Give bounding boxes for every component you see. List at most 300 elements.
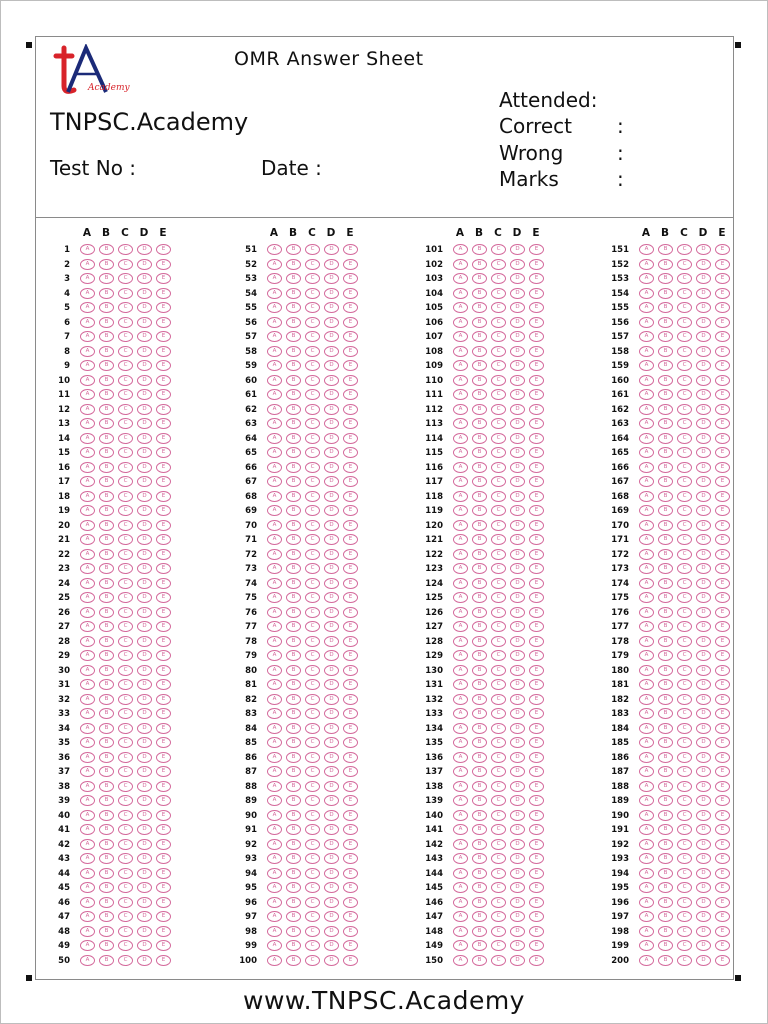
answer-bubble[interactable]: B — [286, 389, 301, 400]
answer-bubble[interactable]: D — [510, 723, 525, 734]
answer-bubble[interactable]: C — [305, 360, 320, 371]
answer-bubble[interactable]: E — [156, 360, 171, 371]
answer-bubble[interactable]: D — [324, 781, 339, 792]
answer-bubble[interactable]: E — [156, 273, 171, 284]
answer-bubble[interactable]: A — [267, 578, 282, 589]
answer-bubble[interactable]: A — [639, 534, 654, 545]
answer-bubble[interactable]: C — [118, 708, 133, 719]
answer-bubble[interactable]: A — [453, 520, 468, 531]
answer-bubble[interactable]: D — [324, 911, 339, 922]
answer-bubble[interactable]: E — [343, 389, 358, 400]
answer-bubble[interactable]: D — [696, 418, 711, 429]
answer-bubble[interactable]: B — [286, 476, 301, 487]
answer-bubble[interactable]: E — [715, 882, 730, 893]
answer-bubble[interactable]: E — [343, 491, 358, 502]
answer-bubble[interactable]: A — [80, 665, 95, 676]
answer-bubble[interactable]: E — [529, 418, 544, 429]
answer-bubble[interactable]: B — [472, 810, 487, 821]
answer-bubble[interactable]: C — [491, 911, 506, 922]
answer-bubble[interactable]: E — [529, 592, 544, 603]
answer-bubble[interactable]: D — [510, 491, 525, 502]
answer-bubble[interactable]: B — [658, 476, 673, 487]
answer-bubble[interactable]: C — [677, 491, 692, 502]
answer-bubble[interactable]: E — [156, 926, 171, 937]
answer-bubble[interactable]: E — [529, 491, 544, 502]
answer-bubble[interactable]: C — [677, 621, 692, 632]
answer-bubble[interactable]: E — [715, 853, 730, 864]
answer-bubble[interactable]: D — [696, 665, 711, 676]
answer-bubble[interactable]: E — [715, 766, 730, 777]
answer-bubble[interactable]: A — [639, 476, 654, 487]
answer-bubble[interactable]: C — [491, 447, 506, 458]
answer-bubble[interactable]: C — [305, 331, 320, 342]
answer-bubble[interactable]: D — [324, 752, 339, 763]
answer-bubble[interactable]: B — [472, 331, 487, 342]
answer-bubble[interactable]: A — [267, 288, 282, 299]
answer-bubble[interactable]: A — [267, 795, 282, 806]
answer-bubble[interactable]: C — [118, 810, 133, 821]
answer-bubble[interactable]: C — [677, 389, 692, 400]
answer-bubble[interactable]: C — [491, 650, 506, 661]
answer-bubble[interactable]: E — [715, 607, 730, 618]
answer-bubble[interactable]: C — [118, 766, 133, 777]
answer-bubble[interactable]: E — [343, 708, 358, 719]
answer-bubble[interactable]: A — [80, 346, 95, 357]
answer-bubble[interactable]: A — [453, 621, 468, 632]
answer-bubble[interactable]: C — [677, 810, 692, 821]
answer-bubble[interactable]: A — [453, 926, 468, 937]
answer-bubble[interactable]: E — [529, 273, 544, 284]
answer-bubble[interactable]: A — [80, 433, 95, 444]
answer-bubble[interactable]: D — [324, 273, 339, 284]
answer-bubble[interactable]: B — [99, 288, 114, 299]
answer-bubble[interactable]: E — [529, 795, 544, 806]
answer-bubble[interactable]: A — [639, 781, 654, 792]
answer-bubble[interactable]: B — [472, 244, 487, 255]
answer-bubble[interactable]: D — [696, 389, 711, 400]
answer-bubble[interactable]: D — [696, 447, 711, 458]
answer-bubble[interactable]: C — [491, 766, 506, 777]
answer-bubble[interactable]: C — [677, 404, 692, 415]
answer-bubble[interactable]: B — [658, 404, 673, 415]
answer-bubble[interactable]: A — [80, 650, 95, 661]
answer-bubble[interactable]: C — [118, 824, 133, 835]
answer-bubble[interactable]: D — [696, 940, 711, 951]
answer-bubble[interactable]: C — [491, 694, 506, 705]
answer-bubble[interactable]: B — [472, 360, 487, 371]
answer-bubble[interactable]: D — [696, 563, 711, 574]
answer-bubble[interactable]: A — [80, 621, 95, 632]
answer-bubble[interactable]: D — [137, 462, 152, 473]
answer-bubble[interactable]: B — [286, 520, 301, 531]
answer-bubble[interactable]: E — [343, 317, 358, 328]
answer-bubble[interactable]: A — [453, 781, 468, 792]
answer-bubble[interactable]: C — [305, 549, 320, 560]
answer-bubble[interactable]: A — [80, 737, 95, 748]
answer-bubble[interactable]: C — [677, 940, 692, 951]
answer-bubble[interactable]: D — [137, 824, 152, 835]
answer-bubble[interactable]: D — [510, 781, 525, 792]
answer-bubble[interactable]: A — [453, 592, 468, 603]
answer-bubble[interactable]: A — [453, 360, 468, 371]
answer-bubble[interactable]: E — [715, 708, 730, 719]
answer-bubble[interactable]: D — [324, 766, 339, 777]
answer-bubble[interactable]: E — [529, 650, 544, 661]
answer-bubble[interactable]: A — [267, 534, 282, 545]
answer-bubble[interactable]: C — [118, 418, 133, 429]
answer-bubble[interactable]: B — [658, 650, 673, 661]
answer-bubble[interactable]: B — [99, 505, 114, 516]
answer-bubble[interactable]: B — [472, 679, 487, 690]
answer-bubble[interactable]: C — [677, 578, 692, 589]
answer-bubble[interactable]: D — [696, 244, 711, 255]
answer-bubble[interactable]: E — [529, 578, 544, 589]
answer-bubble[interactable]: E — [715, 723, 730, 734]
answer-bubble[interactable]: D — [324, 882, 339, 893]
answer-bubble[interactable]: A — [639, 723, 654, 734]
answer-bubble[interactable]: A — [639, 752, 654, 763]
answer-bubble[interactable]: B — [472, 288, 487, 299]
answer-bubble[interactable]: B — [99, 752, 114, 763]
answer-bubble[interactable]: D — [137, 259, 152, 270]
answer-bubble[interactable]: E — [529, 926, 544, 937]
answer-bubble[interactable]: C — [305, 433, 320, 444]
answer-bubble[interactable]: D — [324, 462, 339, 473]
answer-bubble[interactable]: B — [99, 679, 114, 690]
answer-bubble[interactable]: A — [453, 273, 468, 284]
answer-bubble[interactable]: D — [510, 839, 525, 850]
answer-bubble[interactable]: C — [305, 752, 320, 763]
answer-bubble[interactable]: E — [715, 897, 730, 908]
answer-bubble[interactable]: E — [715, 331, 730, 342]
answer-bubble[interactable]: B — [658, 346, 673, 357]
answer-bubble[interactable]: D — [696, 824, 711, 835]
answer-bubble[interactable]: D — [137, 578, 152, 589]
answer-bubble[interactable]: A — [453, 868, 468, 879]
answer-bubble[interactable]: E — [343, 549, 358, 560]
answer-bubble[interactable]: E — [715, 288, 730, 299]
answer-bubble[interactable]: A — [639, 244, 654, 255]
answer-bubble[interactable]: C — [118, 781, 133, 792]
answer-bubble[interactable]: D — [137, 940, 152, 951]
answer-bubble[interactable]: D — [696, 766, 711, 777]
answer-bubble[interactable]: A — [80, 288, 95, 299]
answer-bubble[interactable]: C — [305, 375, 320, 386]
answer-bubble[interactable]: D — [510, 259, 525, 270]
answer-bubble[interactable]: B — [99, 824, 114, 835]
answer-bubble[interactable]: A — [80, 781, 95, 792]
answer-bubble[interactable]: C — [491, 273, 506, 284]
answer-bubble[interactable]: C — [677, 476, 692, 487]
answer-bubble[interactable]: A — [267, 955, 282, 966]
answer-bubble[interactable]: E — [343, 665, 358, 676]
answer-bubble[interactable]: E — [156, 404, 171, 415]
answer-bubble[interactable]: D — [324, 592, 339, 603]
answer-bubble[interactable]: E — [343, 375, 358, 386]
answer-bubble[interactable]: D — [696, 520, 711, 531]
answer-bubble[interactable]: A — [453, 534, 468, 545]
answer-bubble[interactable]: C — [305, 795, 320, 806]
answer-bubble[interactable]: C — [491, 244, 506, 255]
answer-bubble[interactable]: C — [118, 636, 133, 647]
answer-bubble[interactable]: B — [99, 897, 114, 908]
answer-bubble[interactable]: C — [118, 607, 133, 618]
answer-bubble[interactable]: E — [715, 940, 730, 951]
answer-bubble[interactable]: C — [677, 955, 692, 966]
answer-bubble[interactable]: C — [118, 752, 133, 763]
answer-bubble[interactable]: B — [286, 273, 301, 284]
answer-bubble[interactable]: C — [118, 389, 133, 400]
answer-bubble[interactable]: D — [324, 259, 339, 270]
answer-bubble[interactable]: E — [343, 868, 358, 879]
answer-bubble[interactable]: B — [99, 868, 114, 879]
answer-bubble[interactable]: E — [343, 897, 358, 908]
answer-bubble[interactable]: D — [137, 955, 152, 966]
answer-bubble[interactable]: E — [343, 302, 358, 313]
answer-bubble[interactable]: A — [80, 259, 95, 270]
answer-bubble[interactable]: A — [267, 665, 282, 676]
answer-bubble[interactable]: A — [639, 795, 654, 806]
answer-bubble[interactable]: C — [305, 911, 320, 922]
answer-bubble[interactable]: D — [510, 766, 525, 777]
answer-bubble[interactable]: A — [80, 447, 95, 458]
answer-bubble[interactable]: A — [639, 331, 654, 342]
answer-bubble[interactable]: E — [343, 636, 358, 647]
answer-bubble[interactable]: E — [715, 418, 730, 429]
answer-bubble[interactable]: C — [118, 897, 133, 908]
answer-bubble[interactable]: A — [267, 244, 282, 255]
answer-bubble[interactable]: A — [639, 520, 654, 531]
answer-bubble[interactable]: C — [305, 926, 320, 937]
answer-bubble[interactable]: B — [99, 476, 114, 487]
answer-bubble[interactable]: E — [529, 940, 544, 951]
answer-bubble[interactable]: E — [529, 810, 544, 821]
answer-bubble[interactable]: E — [529, 288, 544, 299]
answer-bubble[interactable]: E — [529, 781, 544, 792]
answer-bubble[interactable]: B — [472, 418, 487, 429]
answer-bubble[interactable]: E — [343, 476, 358, 487]
answer-bubble[interactable]: A — [267, 766, 282, 777]
answer-bubble[interactable]: B — [99, 520, 114, 531]
answer-bubble[interactable]: D — [137, 302, 152, 313]
answer-bubble[interactable]: A — [267, 331, 282, 342]
answer-bubble[interactable]: C — [491, 795, 506, 806]
answer-bubble[interactable]: C — [305, 505, 320, 516]
answer-bubble[interactable]: D — [324, 404, 339, 415]
answer-bubble[interactable]: D — [510, 665, 525, 676]
answer-bubble[interactable]: B — [286, 346, 301, 357]
answer-bubble[interactable]: E — [715, 476, 730, 487]
answer-bubble[interactable]: C — [677, 259, 692, 270]
answer-bubble[interactable]: E — [529, 404, 544, 415]
answer-bubble[interactable]: D — [137, 505, 152, 516]
answer-bubble[interactable]: C — [118, 926, 133, 937]
answer-bubble[interactable]: B — [286, 592, 301, 603]
answer-bubble[interactable]: E — [529, 520, 544, 531]
answer-bubble[interactable]: E — [529, 375, 544, 386]
answer-bubble[interactable]: D — [324, 346, 339, 357]
answer-bubble[interactable]: E — [343, 346, 358, 357]
answer-bubble[interactable]: C — [305, 607, 320, 618]
answer-bubble[interactable]: B — [472, 578, 487, 589]
answer-bubble[interactable]: E — [529, 607, 544, 618]
answer-bubble[interactable]: C — [118, 273, 133, 284]
answer-bubble[interactable]: C — [305, 694, 320, 705]
answer-bubble[interactable]: A — [639, 810, 654, 821]
answer-bubble[interactable]: C — [305, 636, 320, 647]
answer-bubble[interactable]: C — [305, 389, 320, 400]
answer-bubble[interactable]: A — [453, 607, 468, 618]
answer-bubble[interactable]: B — [286, 737, 301, 748]
answer-bubble[interactable]: C — [677, 563, 692, 574]
answer-bubble[interactable]: C — [491, 563, 506, 574]
answer-bubble[interactable]: E — [156, 259, 171, 270]
answer-bubble[interactable]: A — [453, 389, 468, 400]
answer-bubble[interactable]: C — [677, 505, 692, 516]
answer-bubble[interactable]: D — [696, 621, 711, 632]
answer-bubble[interactable]: D — [324, 621, 339, 632]
answer-bubble[interactable]: C — [305, 766, 320, 777]
answer-bubble[interactable]: A — [453, 563, 468, 574]
answer-bubble[interactable]: B — [99, 650, 114, 661]
answer-bubble[interactable]: A — [267, 897, 282, 908]
answer-bubble[interactable]: D — [324, 418, 339, 429]
answer-bubble[interactable]: D — [510, 810, 525, 821]
answer-bubble[interactable]: D — [510, 679, 525, 690]
answer-bubble[interactable]: C — [118, 882, 133, 893]
answer-bubble[interactable]: C — [491, 578, 506, 589]
answer-bubble[interactable]: B — [658, 331, 673, 342]
answer-bubble[interactable]: C — [118, 244, 133, 255]
answer-bubble[interactable]: E — [343, 621, 358, 632]
answer-bubble[interactable]: E — [715, 665, 730, 676]
answer-bubble[interactable]: A — [639, 288, 654, 299]
answer-bubble[interactable]: B — [286, 418, 301, 429]
answer-bubble[interactable]: A — [453, 447, 468, 458]
answer-bubble[interactable]: B — [286, 259, 301, 270]
answer-bubble[interactable]: B — [472, 592, 487, 603]
answer-bubble[interactable]: D — [324, 317, 339, 328]
answer-bubble[interactable]: B — [658, 389, 673, 400]
answer-bubble[interactable]: E — [156, 694, 171, 705]
answer-bubble[interactable]: C — [677, 795, 692, 806]
answer-bubble[interactable]: B — [99, 708, 114, 719]
answer-bubble[interactable]: C — [118, 853, 133, 864]
answer-bubble[interactable]: E — [156, 375, 171, 386]
answer-bubble[interactable]: E — [715, 650, 730, 661]
answer-bubble[interactable]: C — [305, 302, 320, 313]
answer-bubble[interactable]: C — [677, 273, 692, 284]
answer-bubble[interactable]: C — [677, 897, 692, 908]
answer-bubble[interactable]: D — [696, 926, 711, 937]
answer-bubble[interactable]: C — [491, 839, 506, 850]
answer-bubble[interactable]: B — [472, 897, 487, 908]
answer-bubble[interactable]: E — [343, 259, 358, 270]
answer-bubble[interactable]: E — [529, 621, 544, 632]
answer-bubble[interactable]: E — [156, 549, 171, 560]
answer-bubble[interactable]: C — [118, 534, 133, 545]
answer-bubble[interactable]: C — [677, 737, 692, 748]
answer-bubble[interactable]: D — [510, 389, 525, 400]
answer-bubble[interactable]: A — [80, 694, 95, 705]
answer-bubble[interactable]: D — [696, 882, 711, 893]
answer-bubble[interactable]: D — [137, 331, 152, 342]
answer-bubble[interactable]: A — [639, 766, 654, 777]
answer-bubble[interactable]: E — [156, 346, 171, 357]
answer-bubble[interactable]: E — [529, 302, 544, 313]
answer-bubble[interactable]: B — [472, 795, 487, 806]
answer-bubble[interactable]: D — [137, 708, 152, 719]
answer-bubble[interactable]: E — [343, 694, 358, 705]
answer-bubble[interactable]: C — [677, 868, 692, 879]
answer-bubble[interactable]: B — [658, 636, 673, 647]
answer-bubble[interactable]: A — [80, 853, 95, 864]
answer-bubble[interactable]: E — [529, 868, 544, 879]
answer-bubble[interactable]: A — [80, 810, 95, 821]
answer-bubble[interactable]: C — [118, 259, 133, 270]
answer-bubble[interactable]: D — [324, 563, 339, 574]
answer-bubble[interactable]: E — [715, 273, 730, 284]
answer-bubble[interactable]: B — [99, 317, 114, 328]
answer-bubble[interactable]: E — [343, 752, 358, 763]
answer-bubble[interactable]: A — [453, 302, 468, 313]
answer-bubble[interactable]: C — [491, 288, 506, 299]
answer-bubble[interactable]: C — [305, 244, 320, 255]
answer-bubble[interactable]: E — [156, 607, 171, 618]
answer-bubble[interactable]: D — [324, 708, 339, 719]
answer-bubble[interactable]: C — [677, 346, 692, 357]
answer-bubble[interactable]: E — [529, 462, 544, 473]
answer-bubble[interactable]: C — [305, 940, 320, 951]
answer-bubble[interactable]: A — [453, 404, 468, 415]
answer-bubble[interactable]: D — [696, 795, 711, 806]
answer-bubble[interactable]: B — [99, 491, 114, 502]
answer-bubble[interactable]: A — [80, 534, 95, 545]
answer-bubble[interactable]: A — [80, 549, 95, 560]
answer-bubble[interactable]: D — [324, 433, 339, 444]
answer-bubble[interactable]: A — [453, 694, 468, 705]
answer-bubble[interactable]: C — [305, 955, 320, 966]
answer-bubble[interactable]: C — [305, 578, 320, 589]
answer-bubble[interactable]: D — [510, 694, 525, 705]
answer-bubble[interactable]: C — [491, 592, 506, 603]
answer-bubble[interactable]: A — [639, 418, 654, 429]
answer-bubble[interactable]: E — [343, 563, 358, 574]
answer-bubble[interactable]: D — [696, 433, 711, 444]
answer-bubble[interactable]: D — [137, 810, 152, 821]
answer-bubble[interactable]: C — [305, 462, 320, 473]
answer-bubble[interactable]: B — [658, 563, 673, 574]
answer-bubble[interactable]: A — [639, 375, 654, 386]
answer-bubble[interactable]: A — [80, 679, 95, 690]
answer-bubble[interactable]: E — [156, 897, 171, 908]
answer-bubble[interactable]: D — [324, 839, 339, 850]
answer-bubble[interactable]: A — [639, 259, 654, 270]
answer-bubble[interactable]: A — [639, 824, 654, 835]
answer-bubble[interactable]: B — [99, 462, 114, 473]
answer-bubble[interactable]: B — [286, 360, 301, 371]
answer-bubble[interactable]: B — [472, 708, 487, 719]
answer-bubble[interactable]: C — [491, 360, 506, 371]
answer-bubble[interactable]: A — [80, 926, 95, 937]
answer-bubble[interactable]: D — [696, 868, 711, 879]
answer-bubble[interactable]: A — [267, 476, 282, 487]
answer-bubble[interactable]: D — [696, 708, 711, 719]
answer-bubble[interactable]: A — [453, 897, 468, 908]
answer-bubble[interactable]: A — [267, 694, 282, 705]
answer-bubble[interactable]: C — [305, 259, 320, 270]
answer-bubble[interactable]: E — [156, 781, 171, 792]
